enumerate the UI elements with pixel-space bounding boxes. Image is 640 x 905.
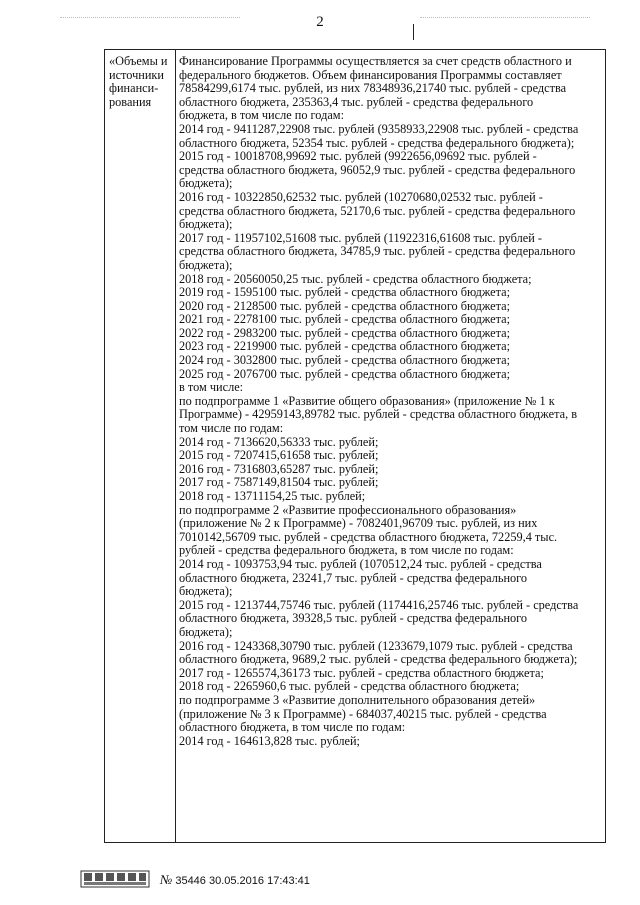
content-line: бюджета); (179, 218, 233, 232)
label-cell (109, 55, 173, 109)
content-line: бюджета); (179, 177, 233, 191)
content-line: 2016 год - 10322850,62532 тыс. рублей (10270680,02532 тыс. рублей - (179, 190, 543, 204)
content-line: 2015 год - 7207415,61658 тыс. рублей; (179, 449, 379, 463)
label-line: финанси- (109, 81, 159, 96)
content-line: 2017 год - 7587149,81504 тыс. рублей; (179, 476, 379, 490)
content-line: 2017 год - 11957102,51608 тыс. рублей (11922316,61608 тыс. рублей - (179, 231, 542, 245)
content-line: федерального бюджетов. Объем финансирования Программы составляет (179, 68, 562, 82)
content-line: 2019 год - 1595100 тыс. рублей - средства областного бюджета; (179, 286, 511, 300)
government-emblem-icon (80, 870, 150, 888)
content-line: 2025 год - 2076700 тыс. рублей - средства областного бюджета; (179, 367, 511, 381)
content-line: областного бюджета, 9689,2 тыс. рублей - средства федерального бюджета); (179, 653, 578, 667)
registration-stamp (160, 872, 310, 888)
content-cell (179, 55, 603, 748)
content-line: (приложение № 2 к Программе) - 7082401,96709 тыс. рублей, из них (179, 517, 538, 531)
content-line: 7010142,56709 тыс. рублей - средства областного бюджета, 72259,4 тыс. (179, 530, 558, 544)
content-line: (приложение № 3 к Программе) - 684037,40215 тыс. рублей - средства (179, 707, 547, 721)
content-line: 2018 год - 2265960,6 тыс. рублей - средства областного бюджета; (179, 680, 520, 694)
label-line: источники (109, 67, 164, 82)
content-line: в том числе: (179, 381, 244, 395)
content-line: том числе по годам: (179, 422, 284, 436)
content-line: областного бюджета, 23241,7 тыс. рублей - средства федерального (179, 571, 528, 585)
content-line: 2022 год - 2983200 тыс. рублей - средства областного бюджета; (179, 326, 511, 340)
content-line: по подпрограмме 2 «Развитие профессионального образования» (179, 503, 517, 517)
label-line: рования (109, 94, 152, 109)
number-sign: № (160, 872, 173, 887)
content-line: бюджета); (179, 585, 233, 599)
content-line: областного бюджета, в том числе по годам: (179, 721, 406, 735)
content-line: средства областного бюджета, 52170,6 тыс. рублей - средства федерального (179, 204, 576, 218)
content-line: областного бюджета, 52354 тыс. рублей - средства федерального бюджета); (179, 136, 575, 150)
content-line: 2017 год - 1265574,36173 тыс. рублей - средства областного бюджета; (179, 666, 544, 680)
registration-number: 35446 30.05.2016 17:43:41 (175, 875, 310, 887)
column-divider (175, 50, 176, 842)
funding-table (104, 49, 606, 843)
content-line: по подпрограмме 1 «Развитие общего образования» (приложение № 1 к (179, 394, 555, 408)
scan-dots-left (60, 17, 240, 19)
scan-mark (413, 24, 414, 40)
content-line: 2024 год - 3032800 тыс. рублей - средства областного бюджета; (179, 354, 511, 368)
content-line: 2014 год - 7136620,56333 тыс. рублей; (179, 435, 379, 449)
content-line: 2018 год - 13711154,25 тыс. рублей; (179, 490, 366, 503)
content-line: 2020 год - 2128500 тыс. рублей - средства областного бюджета; (179, 299, 511, 313)
page-number: 2 (316, 14, 324, 30)
scan-dots-right (420, 17, 590, 19)
content-line: 2023 год - 2219900 тыс. рублей - средства областного бюджета; (179, 340, 511, 354)
content-line: рублей - средства федерального бюджета, в том числе по годам: (179, 544, 514, 558)
content-line: 2015 год - 1213744,75746 тыс. рублей (1174416,25746 тыс. рублей - средства (179, 598, 579, 612)
content-line: 2016 год - 1243368,30790 тыс. рублей (1233679,1079 тыс. рублей - средства (179, 639, 573, 653)
content-line: областного бюджета, 235363,4 тыс. рублей - средства федерального (179, 95, 534, 109)
content-line: по подпрограмме 3 «Развитие дополнительного образования детей» (179, 693, 536, 707)
content-line: 2021 год - 2278100 тыс. рублей - средства областного бюджета; (179, 313, 511, 327)
content-line: бюджета); (179, 625, 233, 639)
content-line: бюджета); (179, 258, 233, 272)
content-line: 2016 год - 7316803,65287 тыс. рублей; (179, 462, 379, 476)
content-line: 2014 год - 1093753,94 тыс. рублей (1070512,24 тыс. рублей - средства (179, 557, 542, 571)
content-line: средства областного бюджета, 34785,9 тыс. рублей - средства федерального (179, 245, 576, 259)
content-line: 2014 год - 164613,828 тыс. рублей; (179, 734, 360, 748)
content-line: Программе) - 42959143,89782 тыс. рублей - средства областного бюджета, в (179, 408, 578, 422)
content-line: 2018 год - 20560050,25 тыс. рублей - средства областного бюджета; (179, 272, 532, 286)
content-line: средства областного бюджета, 96052,9 тыс. рублей - средства федерального (179, 163, 576, 177)
content-line: Финансирование Программы осуществляется за счет средств областного и (179, 55, 572, 68)
content-line: бюджета, в том числе по годам: (179, 109, 344, 123)
content-line: областного бюджета, 39328,5 тыс. рублей - средства федерального (179, 612, 528, 626)
content-line: 78584299,6174 тыс. рублей, из них 78348936,21740 тыс. рублей - средства (179, 82, 567, 96)
content-line: 2015 год - 10018708,99692 тыс. рублей (9922656,09692 тыс. рублей - (179, 150, 537, 164)
label-line: «Объемы и (109, 54, 168, 68)
content-line: 2014 год - 9411287,22908 тыс. рублей (9358933,22908 тыс. рублей - средства (179, 122, 579, 136)
